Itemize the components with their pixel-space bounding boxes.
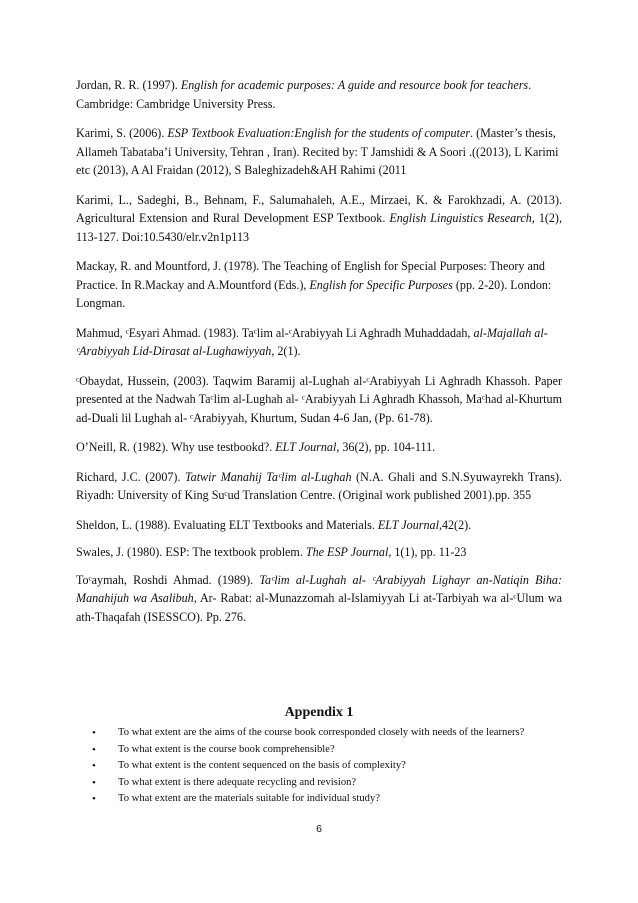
reference-oneill-1982: O’Neill, R. (1982). Why use testbookd?. ELT Journal, 36(2), pp. 104-111. [76, 440, 436, 454]
list-item: • To what extent are the materials suitable for individual study? [92, 793, 380, 805]
reference-sheldon-1988: Sheldon, L. (1988). Evaluating ELT Textbooks and Materials. ELT Journal,42(2). [76, 517, 472, 532]
reference-obaydat-2003: ᶜObaydat, Hussein, (2003). Taqwim Baramij al-Lughah al-ᶜArabiyyah Li Aghradh Khassoh. Paper presented at the Nadwah Taᶜlim al-Lughah al- ᶜArabiyyah Li Aghradh Khassoh, Maᶜhad al-Khurtum ad-Duali lil Lughah al- ᶜArabiyyah, Khurtum, Sudan 4-6 Jan, (Pp. 61-78). [76, 373, 562, 425]
reference-mahmud-1983: Mahmud, ᶜEsyari Ahmad. (1983). Taᶜlim al-ᶜArabiyyah Li Aghradh Muhaddadah, al-Majallah al-ᶜArabiyyah Lid-Dirasat al-Lughawiyyah, 2(1). [76, 325, 548, 358]
bullet-icon: • [92, 793, 96, 805]
reference-karimi-2013: Karimi, L., Sadeghi, B., Behnam, F., Salumahaleh, A.E., Mirzaei, K. & Farokhzadi, A. (2013). Agricultural Extension and Rural Development ESP Textbook. English Linguistics Research, 1(2), 113-127. Doi:10.5430/elr.v2n1p113 [76, 192, 562, 244]
reference-karimi-2006: Karimi, S. (2006). ESP Textbook Evaluation:English for the students of computer. (Master’s thesis, Allameh Tabataba’i University, Tehran , Iran). Recited by: T Jamshidi & A Soori .((2013), L Karimi etc (2013), A Al Fraidan (2012), S Baleghizadeh&AH Rahimi (2011 [76, 126, 559, 177]
list-item: • To what extent is the course book comprehensible? [92, 743, 335, 756]
list-item: • To what extent are the aims of the course book corresponded closely with needs of the learners? [92, 727, 525, 739]
bullet-icon: • [92, 727, 96, 739]
bullet-icon: • [92, 776, 96, 789]
reference-toaymah-1989: Toᶜaymah, Roshdi Ahmad. (1989). Taᶜlim al-Lughah al- ᶜArabiyyah Lighayr an-Natiqin Biha: Manahijuh wa Asalibuh, Ar- Rabat: al-Munazzomah al-Islamiyyah Li at-Tarbiyah wa al-ᶜUlum wa ath-Thaqafah (ISESSCO). Pp. 276. [76, 572, 562, 624]
reference-list [76, 76, 562, 637]
appendix-title: Appendix 1 [284, 705, 354, 720]
list-item: • To what extent is there adequate recycling and revision? [92, 776, 357, 789]
list-item: • To what extent is the content sequenced on the basis of complexity? [92, 760, 406, 772]
bullet-icon: • [92, 760, 96, 772]
reference-swales-1980: Swales, J. (1980). ESP: The textbook problem. The ESP Journal, 1(1), pp. 11-23 [76, 545, 467, 559]
appendix-question-list [92, 726, 532, 809]
bullet-icon: • [92, 743, 96, 756]
reference-richard-2007: Richard, J.C. (2007). Tatwir Manahij Taᶜlim al-Lughah (N.A. Ghali and S.N.Syuwayrekh Trans). Riyadh: University of King Suᶜud Translation Centre. (Original work published 2001).pp. 355 [76, 469, 562, 502]
reference-mackay-1978: Mackay, R. and Mountford, J. (1978). The Teaching of English for Special Purposes: Theory and Practice. In R.Mackay and A.Mountford (Eds.), English for Specific Purposes (pp. 2-20). London: Longman. [76, 259, 552, 310]
page-number: 6 [316, 823, 322, 835]
reference-jordan-1997: Jordan, R. R. (1997). English for academic purposes: A guide and resource book for teachers. Cambridge: Cambridge University Press. [76, 78, 532, 111]
